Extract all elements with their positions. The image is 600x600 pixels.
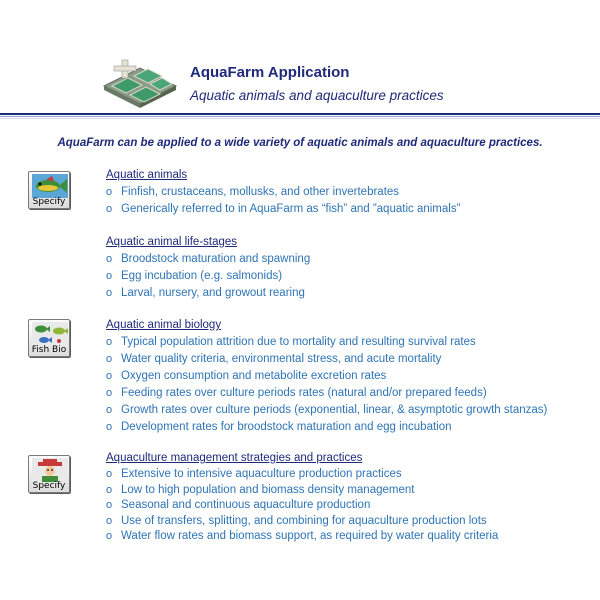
fish-bio-button-label: Fish Bio (31, 345, 67, 355)
section-animal-biology (106, 318, 547, 436)
header-divider (0, 113, 600, 120)
list-item: o Feeding rates over culture periods rates (natural and/or prepared feeds) (106, 385, 547, 402)
section-management (106, 451, 498, 545)
list-item: o Oxygen consumption and metabolite excretion rates (106, 368, 547, 385)
section-heading[interactable]: Aquatic animals (106, 169, 188, 181)
section-heading[interactable]: Aquatic animal biology (106, 319, 222, 331)
app-subtitle: Aquatic animals and aquaculture practices (190, 88, 444, 103)
list-item: o Larval, nursery, and growout rearing (106, 285, 310, 302)
list-item: o Water flow rates and biomass support, as required by water quality criteria (106, 529, 498, 545)
list-item: o Development rates for broodstock maturation and egg incubation (106, 419, 547, 436)
list-item: o Water quality criteria, environmental stress, and acute mortality (106, 351, 547, 368)
list-item: o Use of transfers, splitting, and combining for aquaculture production lots (106, 514, 498, 530)
fish-biology-icon (32, 322, 68, 346)
farmer-icon (32, 458, 68, 482)
section-heading[interactable]: Aquatic animal life-stages (106, 236, 238, 248)
app-title: AquaFarm Application (190, 64, 350, 81)
specify-button-label: Specify (32, 481, 66, 491)
specify-management-button[interactable] (28, 455, 70, 493)
list-item: o Growth rates over culture periods (exponential, linear, & asymptotic growth stanzas) (106, 402, 547, 419)
list-item: o Broodstock maturation and spawning (106, 251, 310, 268)
list-item: o Finfish, crustaceans, mollusks, and other invertebrates (106, 184, 460, 201)
intro-text: AquaFarm can be applied to a wide variety of aquatic animals and aquaculture practices. (57, 137, 543, 149)
specify-fish-button[interactable] (28, 171, 70, 209)
list-item: o Seasonal and continuous aquaculture production (106, 498, 498, 514)
fish-icon (32, 174, 68, 198)
list-item: o Typical population attrition due to mortality and resulting survival rates (106, 334, 547, 351)
list-item: o Egg incubation (e.g. salmonids) (106, 268, 310, 285)
section-life-stages (106, 235, 310, 302)
list-item: o Extensive to intensive aquaculture production practices (106, 467, 498, 483)
list-item: o Low to high population and biomass density management (106, 483, 498, 499)
fish-bio-button[interactable] (28, 319, 70, 357)
section-heading[interactable]: Aquaculture management strategies and practices (106, 452, 363, 464)
aquaculture-ponds-icon (100, 56, 180, 108)
section-aquatic-animals (106, 168, 460, 218)
specify-button-label: Specify (32, 197, 66, 207)
list-item: o Generically referred to in AquaFarm as “fish” and ”aquatic animals” (106, 201, 460, 218)
